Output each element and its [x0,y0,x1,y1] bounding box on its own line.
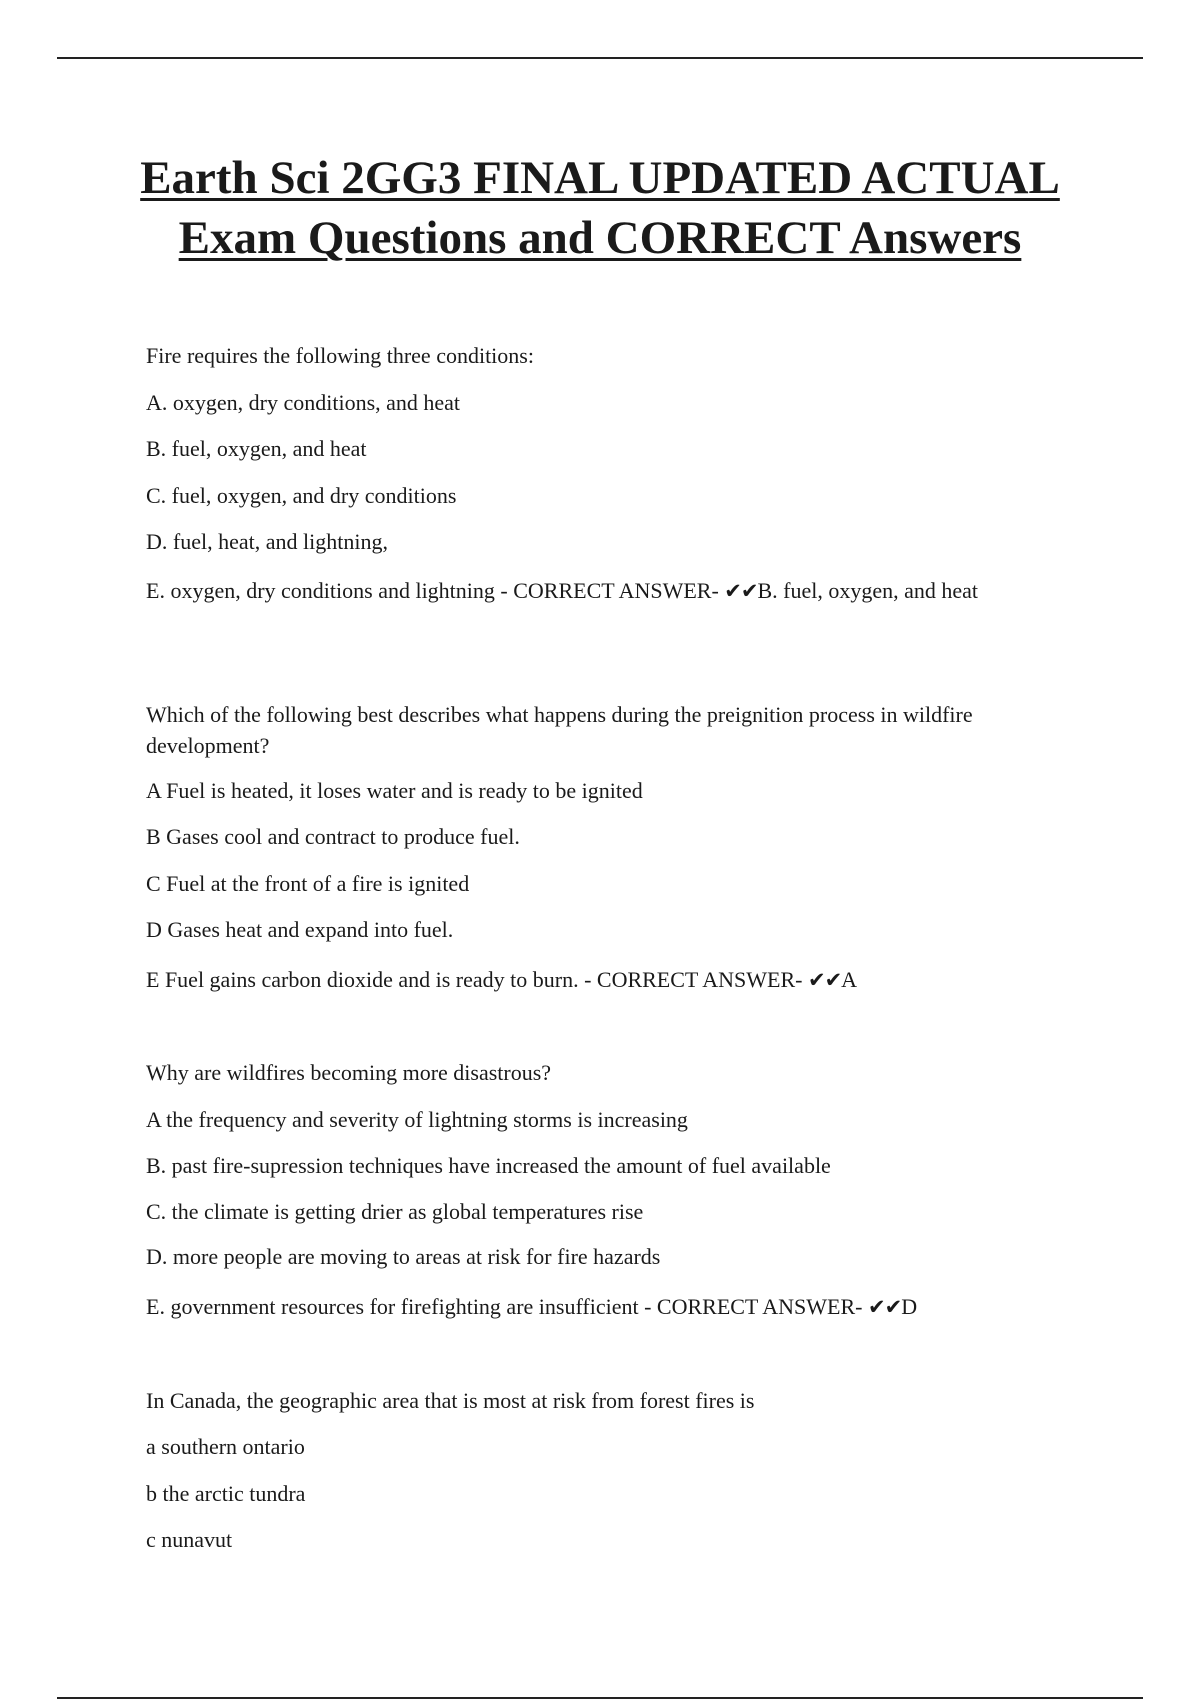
check-icon: ✔✔ [724,579,758,603]
question-2-option-e: E Fuel gains carbon dioxide and is ready to burn. - CORRECT ANSWER- [146,967,808,992]
question-4-option-c: c nunavut [146,1527,233,1552]
question-3-option-a: A the frequency and severity of lightning storms is increasing [146,1107,688,1132]
question-2-option-c: C Fuel at the front of a fire is ignited [146,871,470,896]
question-1-option-e: E. oxygen, dry conditions and lightning - CORRECT ANSWER- [146,578,725,603]
top-rule [57,57,1143,59]
question-3-option-d: D. more people are moving to areas at risk for fire hazards [146,1244,661,1269]
question-3-option-e: E. government resources for firefighting are insufficient - CORRECT ANSWER- [146,1294,868,1319]
question-2-option-e-with-answer [146,964,1066,996]
question-3-option-e-with-answer [146,1291,1066,1323]
question-2-answer: A [841,967,858,992]
question-4-option-b: b the arctic tundra [146,1481,306,1506]
question-2-option-d: D Gases heat and expand into fuel. [146,917,454,942]
question-4-text: In Canada, the geographic area that is most at risk from forest fires is [146,1388,755,1413]
question-1-option-e-with-answer [146,575,1066,607]
question-2-option-a: A Fuel is heated, it loses water and is ready to be ignited [146,778,643,803]
question-2-text: Which of the following best describes what happens during the preignition process in wildfire development? [146,702,973,758]
question-1-option-a: A. oxygen, dry conditions, and heat [146,390,461,415]
question-2-option-b: B Gases cool and contract to produce fuel. [146,824,520,849]
bottom-rule [57,1697,1143,1699]
question-1-option-c: C. fuel, oxygen, and dry conditions [146,483,457,508]
question-1-option-b: B. fuel, oxygen, and heat [146,436,367,461]
question-3-option-c: C. the climate is getting drier as global temperatures rise [146,1199,644,1224]
check-icon: ✔✔ [867,1295,902,1319]
question-3-option-b: B. past fire-supression techniques have increased the amount of fuel available [146,1153,831,1178]
question-3-text: Why are wildfires becoming more disastrous? [146,1060,552,1085]
question-1-answer: B. fuel, oxygen, and heat [757,578,979,603]
question-4-option-a: a southern ontario [146,1434,305,1459]
question-3-answer: D [901,1294,918,1319]
check-icon: ✔✔ [807,968,842,992]
question-1-text: Fire requires the following three conditions: [146,343,534,368]
document-title: Earth Sci 2GG3 FINAL UPDATED ACTUAL Exam Questions and CORRECT Answers [140,152,1060,264]
question-1-option-d: D. fuel, heat, and lightning, [146,529,388,554]
